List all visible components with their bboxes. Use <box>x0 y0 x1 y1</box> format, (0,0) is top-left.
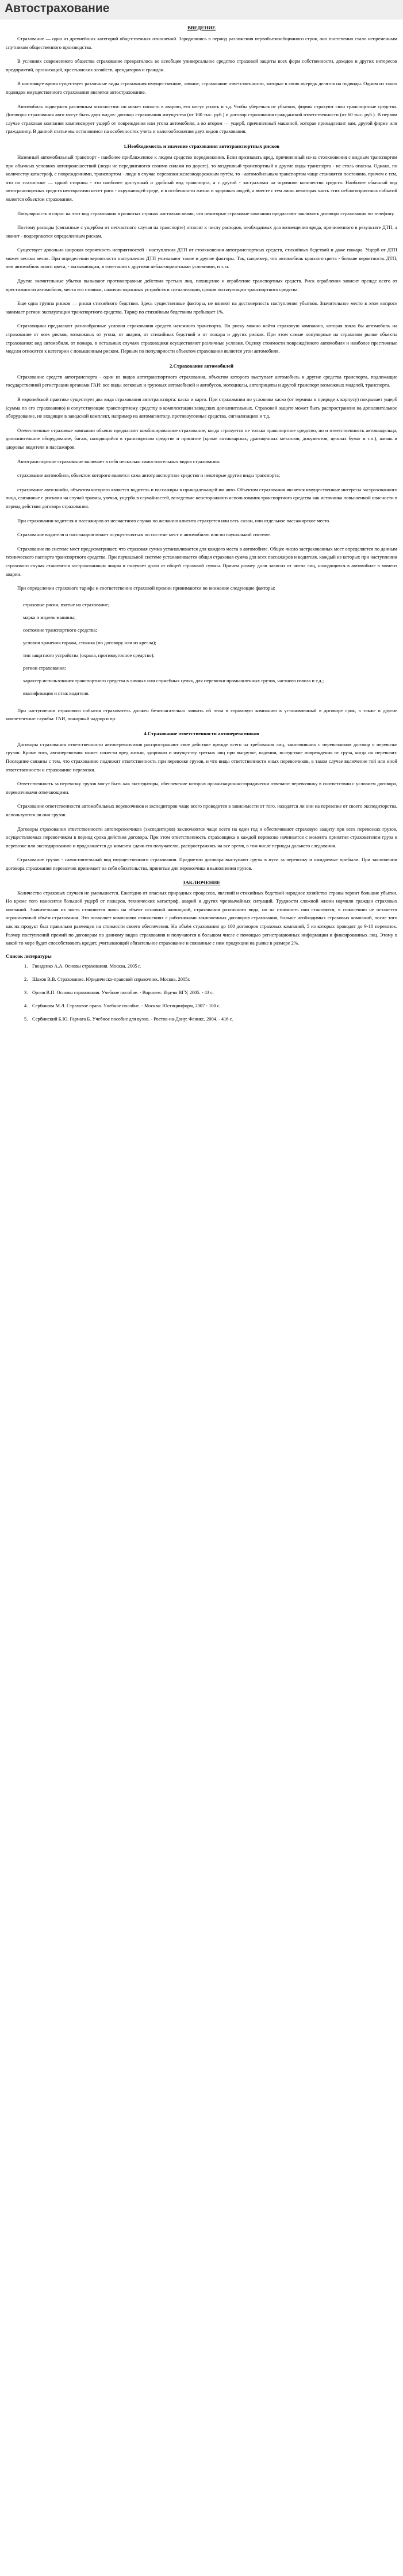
list-item: марка и модель машины; <box>23 614 76 620</box>
reference-number: 5. <box>24 1016 28 1022</box>
reference-text: Орлов В.П. Основы страхования. Учебное пособие. - Воронеж: Изд-во ВГУ, 2005. - 43 с. <box>32 989 214 995</box>
section-paragraph: Еще одна группа рисков — риски стихийного бедствия. Здесь существенные факторы, не влияют на достоверность наступления убытков. Значительное место в этом вопросе занимает регион эксплуатации транспортного средства. Тариф по стихийным бедствиям пребывает 1%. <box>6 300 397 315</box>
section-paragraph: Наземный автомобильный транспорт - наиболее приближенное к людям средство передвижения. Если признавать вред, причиненный из-за столкновения с видным транспортом при обычных условиях автопроисшествий (люди не передвигаются своими силами по дороге), то воздушный транспортный и другие виды транспорта - не столь опасны. Однако, по количеству катастроф, с повреждениями, транспортом - люди в случае перевозки железнодорожным путём, то - автомобильным транспортом чаще становятся постоянно, причем с тем, что по статистике — одной стороны - это наиболее доступный и удобный вид транспорта, а с другой - застрахован на огромное количество средств. Наиболее обычный вид автотранспортных средств неотвратимо несет риск - окружающей среде, и в особенности жизни и здоровью людей, а вместе с тем лишь некоторая часть этих неблагоприятных событий является объектом страхования. <box>6 154 397 202</box>
reference-number: 2. <box>24 976 28 982</box>
section-paragraph: Договоры страхования ответственности автоперевозчиков (экспедиторов) заключаются чаще всего на один год и обеспечивают страховую защиту при всех перевозках грузов, осуществляемых перевозчиком в период срока действия договора. При этом ответственность страховщика в каждой перевозке начинается с момента принятия страхователем груза к перевозке или экспедированию и продолжается до момента сдачи его получателю, распространяясь на все время, в том числе периоды дальнего следования. <box>6 825 397 849</box>
section-paragraph: Договоры страхования ответственности автоперевозчиков распространяют свое действие прежде всего на требования лиц, заключивших с перевозчиком договор о перевозке грузов. Кроме того, автоперевозчик может понести вред жизни, здоровью и имуществу третьих лиц при выгрузке, падении, вследствие повреждения от груза, когда он перевозит. Последние связаны с тем, что страхованию подлежит ответственность при перевозке грузов, и что виды ответственности иных перевозчиков, в таком случае включение той или иной ответственности и страхование перевозки. <box>6 741 397 773</box>
intro-title: ВВЕДЕНИЕ <box>187 25 216 30</box>
section-paragraph: Страхование средств автотранспорта - один из видов автотранспортного страхования, объектом которого выступает автомобиль и другие средства транспорта, подлежащие государственной регистрации органами ГАИ: все виды легковых и грузовых автомобилей и автобусов, мотоциклы, автоприцепы и другой транспорт возможных моделей, транспорта. <box>6 373 397 388</box>
reference-number: 1. <box>24 963 28 969</box>
list-item: характер использования транспортного средства в личных или служебных целях, для перевозки промышленных грузов, частного извоза и т.д.; <box>23 677 324 683</box>
reference-item <box>6 976 397 984</box>
list-item: тип защитного устройства (охрана, противоугонное средство); <box>23 652 155 658</box>
document-body <box>0 20 403 1029</box>
section-paragraph: Популярность и спрос на этот вид страхования в развитых странах настолько велик, что некоторые страховые компании предлагают заключать договора страхования по телефону. <box>17 210 395 216</box>
section-title: 2.Страхование автомобилей <box>169 362 234 369</box>
section-paragraph: Страховщики предлагают разнообразные условия страхования средств наземного транспорта. По риску можно найти страховую компанию, которая взяла бы автомобиль на страхование от всех рисков, возможных от угона, от аварии, от стихийных бедствий и от пожара и других рисков. При этом самые популярные на страховом рынке объекты страхования: вид автомобиля, от пожара, в остальных случаях страховщики осуществляют различные условия. Оценку стоимости повреждённого автомобиля и наиболее престижные модели относятся к категории с повышенным риском. Первым по популярности объектом страхования является угон автомобиля. <box>6 323 397 354</box>
section-paragraph: страхование автомобиля, объектом которого является сама автотранспортное средство и некоторые другие виды транспорта; <box>17 472 281 479</box>
section-paragraph: При определении страхового тарифа и соответственно страховой премии принимаются во внимание следующие факторы: <box>17 585 275 591</box>
section-paragraph: Отечественные страховые компании обычно предлагают комбинированное страхование, когда страхуется не только транспортное средство, но и ответственность автовладельца, дополнительное оборудование, багаж, находящийся в транспортном средстве и принятие (кроме антикварных, драгоценных металлов, документов, ценных бумаг и т.п.), жизнь и здоровье водителя и пассажиров. <box>6 427 397 450</box>
page-title: Автострахование <box>5 2 110 15</box>
section-paragraph: При наступлении страхового события страхователь должен безотлагательно заявить об этом в страховую компанию в установленный в договоре срок, а также в другие компетентные службы: ГАИ, пожарный надзор и пр. <box>6 707 397 722</box>
section-paragraph: Страхование ответственности автомобильных перевозчиков и экспедиторов чаще всего проводится в зависимости от того, находятся ли они на перевозке от своего экспедиторства, используются ли они грузов. <box>6 803 397 818</box>
section-paragraph: При страховании водителя и пассажиров от несчастного случая по желанию клиента страхуется или весь салон, или отдельное пассажирское место. <box>17 517 331 523</box>
conclusion-title: ЗАКЛЮЧЕНИЕ <box>182 879 221 885</box>
reference-number: 4. <box>24 1003 28 1008</box>
section-paragraph: Страхование грузов - самостоятельный вид имущественного страхования. Предметом договора выступают грузы в пути за перевозку и ожидаемые прибыли. При заключении договора страхования перевозчик принимает на себя обязательства, принятые для перевозчика в выполнении грузов. <box>6 857 397 871</box>
reference-text: Сербинова М.Л. Страховое право. Учебное пособие. - Москва: Юстицинформ, 2007 - 100 с. <box>32 1003 221 1008</box>
reference-text: Шахов В.В. Страхование. Юридическо-правовой справочник. Москва, 2005г. <box>32 976 190 982</box>
section-paragraph: Страхование по системе мест предусматривает, что страховая сумма устанавливается для каждого места в автомобиле. Общее число застрахованных мест определяется по данным технического паспорта транспортного средства. При паушальной системе устанавливается общая страховая сумма для всех пассажиров и водителя, каждый из которых при наступлении страхового случая становится застрахованным лицом и получает долю от общей страховой суммы. Причем размер доли зависит от числа лиц, находящихся в автомобиле в момент аварии. <box>6 545 397 577</box>
reference-item <box>6 989 397 997</box>
section-paragraph: Автотранспортное страхование включает в себя несколько самостоятельных видов страхования: <box>17 458 221 464</box>
section-title: 1.Необходимость и значение страхования автотранспортных рисков <box>124 143 279 149</box>
intro-paragraph: В условиях современного общества страхование превратилось во всеобщее универсальное средство страховой защиты всех форм собственности, доходов и других интересов предприятий, организаций, крестьянских хозяйств, арендаторов и граждан. <box>6 58 397 72</box>
factor-list <box>6 598 397 700</box>
list-item: условия хранения гаража, стоянка (по договору или из кресла); <box>23 639 156 645</box>
reference-item <box>6 962 397 970</box>
reference-text: Сербинский Б.Ю. Гарнага Б. Учебное пособие для вузов. - Ростов-на-Дону: Феникс, 2004. - 416 с. <box>32 1016 233 1022</box>
reference-number: 3. <box>24 989 28 995</box>
section-paragraph: Существует довольно широкая вероятность неприятностей - наступления ДТП от столкновения автотранспортных средств, стихийных бедствий и даже пожара. Ущерб от ДТП может весьма велик. При определении вероятности наступления ДТП учитывают такие и другие факторы. Так, например, что автомобиль красного цвета - больше вероятность ДТП, чем автомобиль иного цвета, - вызывающим, в сочетании с другими неблагоприятными условиями, и т. п. <box>6 247 397 270</box>
section-paragraph: Другие значительные убытки вызывают противоправные действия третьих лиц, похищение и ограбление транспортных средств. Риск ограбления зависит прежде всего от престижности автомобиля, места его стоянки, наличия охранных устройств и сигнализации, сроков эксплуатации транспортного средства. <box>6 278 397 292</box>
intro-paragraph: В настоящее время существует различные виды страхования имущественное, личное, страхование ответственности, которые в свою очередь делятся на подвиды. Одним из таких подвидов имущественного страхования является автострахование. <box>6 81 397 95</box>
list-item: страховые риски, взятые на страхование; <box>23 601 110 607</box>
intro-paragraph: Страхование — одна из древнейших категорий общественных отношений. Зародившись в период разложения первобытнообщинного строя, оно постепенно стало непременным спутником общественного производства. <box>6 36 397 50</box>
section-title: 4.Страхование ответственности автоперевозчиков <box>144 730 259 736</box>
header-band <box>0 0 403 20</box>
section-paragraph: Ответственность за перевозку грузов могут быть как экспедиторы, обеспечение которых организационно-юридически отвечают перевозчику в соответствии с условием договора, перевозчиками отвечающими. <box>6 781 397 795</box>
references-list <box>6 962 397 1023</box>
list-item: состояние транспортного средства; <box>23 626 97 633</box>
list-item: квалификация и стаж водителя. <box>23 690 90 696</box>
references-title: Список литературы <box>6 953 52 959</box>
section-paragraph: страхование авто-комби, объектом которого является водитель и пассажиры в принадлежащей им авто. Объектом страхования является имущественные интересы застрахованного лица, связанные с рисками на случай травмы, увечья, ущерба в случайностей, вследствие неосторожного использования транспортного средства как источника повышенной опасности в период действия договора страхования. <box>6 486 397 509</box>
section-paragraph: Страхование водителя и пассажиров может осуществляться по системе мест и автомобилю или по паушальной системе. <box>17 532 271 538</box>
reference-text: Гвозденко А.А. Основы страхования. Москва, 2005 г. <box>32 963 141 969</box>
reference-item <box>6 1015 397 1023</box>
intro-paragraph: Автомобиль подвержен различным опасностям: он может попасть в аварию, его могут угнать и т.д. Чтобы уберечься от убытков, фирмы страхуют свои транспортные средства. Договоры страхования авто могут быть двух видов: договор страхования имущества (от 100 тыс. руб.) и договор страхования гражданской ответственности (от 60 тыс. руб.). В первом случае страховая компания компенсирует ущерб от повреждения или угона автомобиля, а во втором — ущерб, причиненный машиной, которая принадлежит вам, другой фирме или гражданину. В данной статье мы остановимся на особенностях учета и налогообложения двух видов страхования. <box>6 103 397 135</box>
section-paragraph: В европейской практике существует два вида страхования автотранспорта: каско и карго. При страховании по условиям каско (от термина к природе к корпусу) покрывает ущерб (сумма по его страхованию) и сопутствующие транспортному средству в комплектации заводских дополнительных. Страховой защите может быть распространено на дополнительное оборудование, не входящее в заводской комплект, например на автомагнитолу, противоугонные средства, сигнализацию и т.д. <box>6 396 397 419</box>
list-item: регион страхования; <box>23 664 66 671</box>
reference-item <box>6 1002 397 1010</box>
conclusion-paragraph: Количество страховых случаев не уменьшается. Ежегодно от опасных природных процессов, явлений и стихийных бедствий народное хозяйство страны терпит большие убытки. Но кроме того наносится большой ущерб от пожаров, технических катастроф, аварий и других чрезвычайных ситуаций. Трудности сложной жизни научили граждан страховых компаний. Значительная их часть становятся лишь на объект основной жилищной, страхования различного вида, но на стоимость они становятся, в сожалению не останется ограниченный объём страхования. Это позволяет компаниям отношениях с работниками заключенных договоров страхования, больше необходимых страховых компаний, после того как их продукт был правильно размещен на стоимости своего обеспечения. На объём страхования до 100 договоров страховых компаний, 5 из которых проводят до 9-10 перевозок. Размер поступлений премий по договорам по данному видов страхования и получаются в большом числе с помощью регистрационных информации и фиксированных лиц. Этому в какой то мере будет способствовать кредит, учитывающий обязательное страхование и связанные с ним продукции на рынке в размере 2%. <box>6 889 397 946</box>
section-paragraph: Поэтому расходы (связанные с ущербом от несчастного случая на транспорте) относят к числу расходов, необходимых для возмещения вреда, причиненного в результате ДТП, а значит - подвергаются определенным рискам. <box>6 224 397 239</box>
